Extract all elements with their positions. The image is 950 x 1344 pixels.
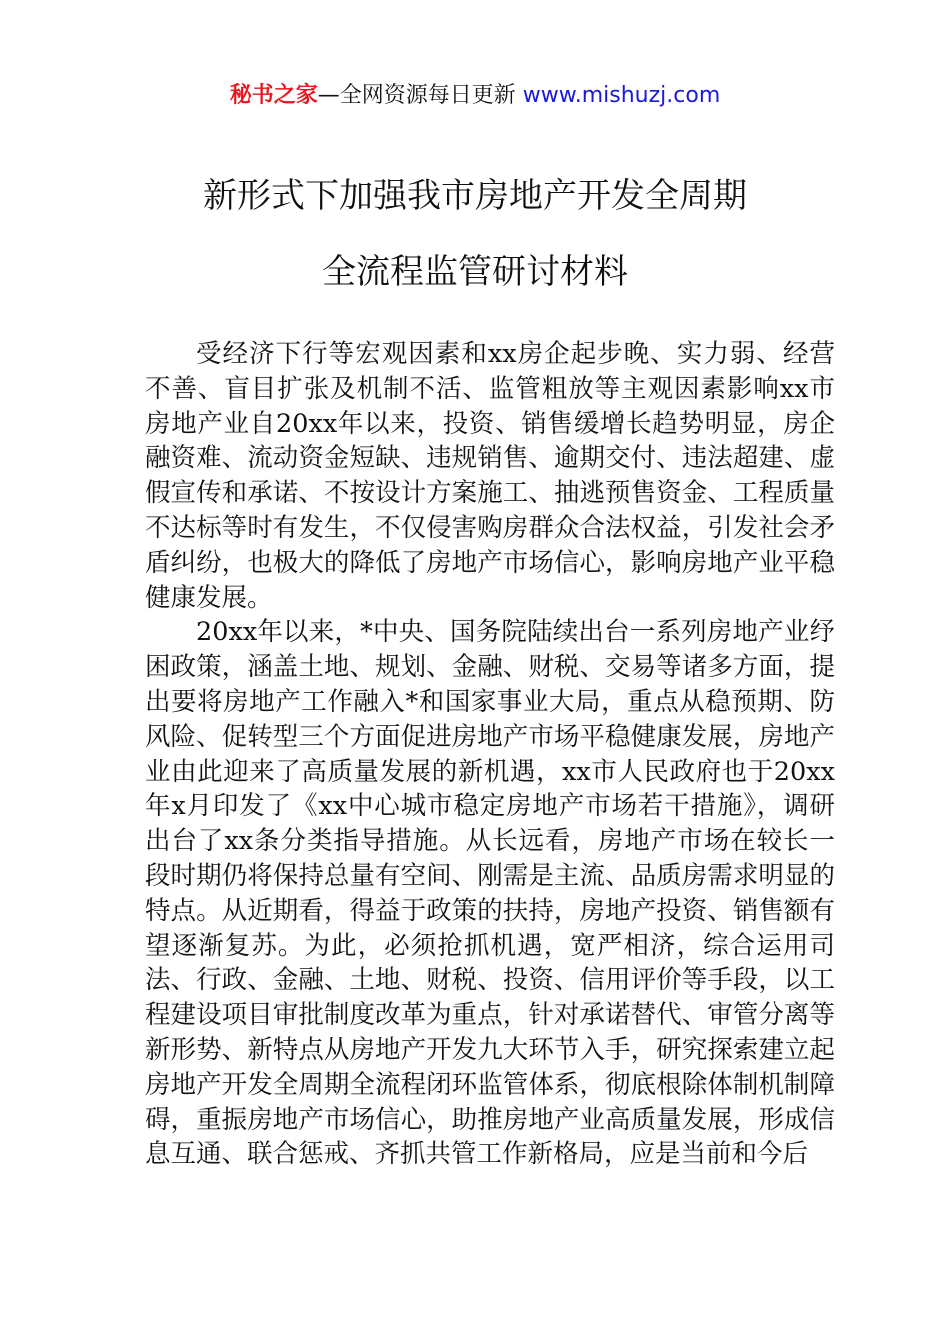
site-name: 秘书之家 (229, 83, 318, 108)
site-url-link[interactable]: www.mishuzj.com (522, 83, 721, 108)
paragraph-2: 20xx年以来，*中央、国务院陆续出台一系列房地产业纾困政策，涵盖土地、规划、金融、财税、交易等诸多方面，提出要将房地产工作融入*和国家事业大局，重点从稳预期、防风险、促转型三个方面促进房地产市场平稳健康发展，房地产业由此迎来了高质量发展的新机遇，xx市人民政府也于20xx年x月印发了《xx中心城市稳定房地产市场若干措施》，调研出台了xx条分类指导措施。从长远看，房地产市场在较长一段时期仍将保持总量有空间、刚需是主流、品质房需求明显的特点。从近期看，得益于政策的扶持，房地产投资、销售额有望逐渐复苏。为此，必须抢抓机遇，宽严相济，综合运用司法、行政、金融、土地、财税、投资、信用评价等手段，以工程建设项目审批制度改革为重点，针对承诺替代、审管分离等新形势、新特点从房地产开发九大环节入手，研究探索建立起房地产开发全周期全流程闭环监管体系，彻底根除体制机制障碍，重振房地产市场信心，助推房地产业高质量发展，形成信息互通、联合惩戒、齐抓共管工作新格局，应是当前和今后 (145, 617, 835, 1170)
document-title (0, 158, 950, 310)
paragraph-1: 受经济下行等宏观因素和xx房企起步晚、实力弱、经营不善、盲目扩张及机制不活、监管粗放等主观因素影响xx市房地产业自20xx年以来，投资、销售缓增长趋势明显，房企融资难、流动资金短缺、违规销售、逾期交付、违法超建、虚假宣传和承诺、不按设计方案施工、抽逃预售资金、工程质量不达标等时有发生，不仅侵害购房群众合法权益，引发社会矛盾纠纷，也极大的降低了房地产市场信心，影响房地产业平稳健康发展。 (145, 339, 835, 613)
title-line-2: 全流程监管研讨材料 (322, 252, 628, 292)
title-line-1: 新形式下加强我市房地产开发全周期 (203, 176, 747, 216)
site-tagline: —全网资源每日更新 (317, 83, 516, 108)
site-header (0, 80, 950, 112)
document-body (145, 337, 835, 1172)
